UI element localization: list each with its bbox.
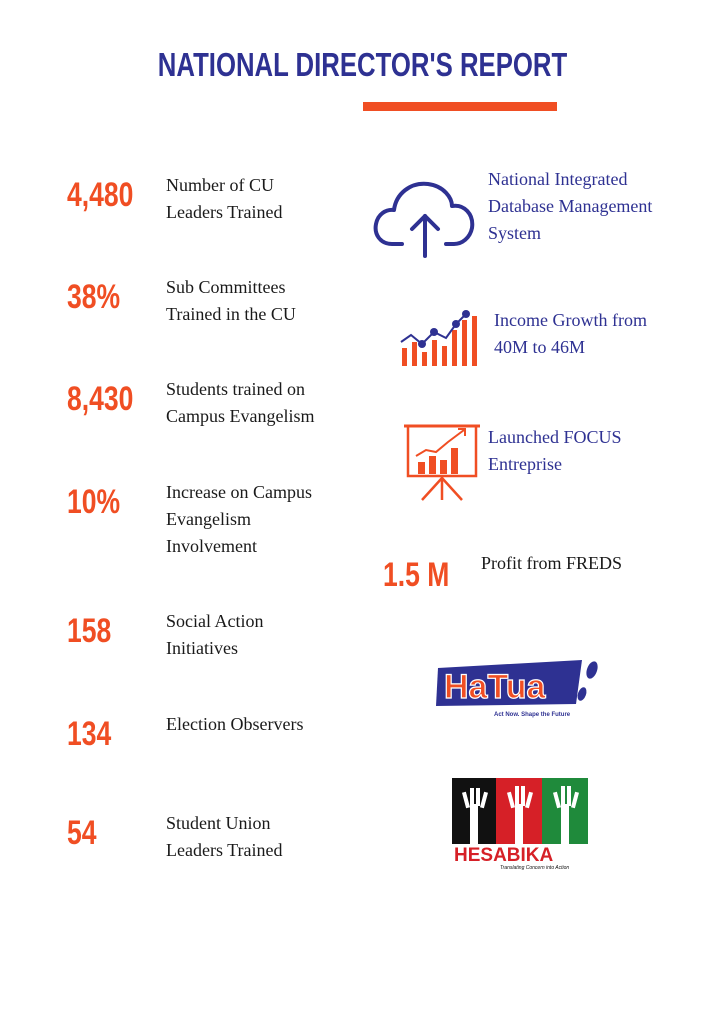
stat-value-evangelism: 8,430 (67, 380, 134, 418)
stat-value-election-observers: 134 (67, 715, 112, 753)
stat-value-sub-committees: 38% (67, 278, 121, 316)
freds-profit-value: 1.5 M (383, 556, 450, 594)
svg-text:Act Now. Shape the Future: Act Now. Shape the Future (494, 712, 571, 718)
growth-chart-icon (398, 308, 480, 368)
stat-label-election-observers: Election Observers (166, 714, 304, 734)
stat-label-social-action: Social Action Initiatives (166, 611, 264, 658)
stat-label-involvement: Increase on Campus Evangelism Involvement (166, 482, 312, 556)
stat-value-cu-leaders: 4,480 (67, 176, 134, 214)
stat-label-evangelism: Students trained on Campus Evangelism (166, 379, 315, 426)
freds-profit-label: Profit from FREDS (481, 553, 623, 573)
hesabika-logo (452, 778, 588, 870)
svg-text:HESABIKA: HESABIKA (454, 845, 554, 866)
stat-label-cu-leaders: Number of CU Leaders Trained (166, 175, 283, 222)
cloud-upload-icon (372, 176, 478, 258)
income-growth-label: Income Growth from 40M to 46M (494, 310, 647, 357)
stat-label-student-union: Student Union Leaders Trained (166, 813, 283, 860)
svg-text:Translating Concern into Actio: Translating Concern into Action (500, 865, 570, 870)
stat-label-sub-committees: Sub Committees Trained in the CU (166, 277, 296, 324)
hatua-logo (432, 656, 608, 720)
svg-text:HaTua: HaTua (444, 668, 546, 706)
page-title: NATIONAL DIRECTOR'S REPORT (157, 46, 568, 83)
database-label: National Integrated Database Management System (488, 169, 653, 243)
stat-value-student-union: 54 (67, 814, 97, 852)
presentation-board-icon (404, 420, 484, 502)
title-underline (363, 102, 557, 111)
stat-value-social-action: 158 (67, 612, 112, 650)
stat-value-involvement: 10% (67, 483, 121, 521)
focus-enterprise-label: Launched FOCUS Entreprise (488, 427, 622, 474)
